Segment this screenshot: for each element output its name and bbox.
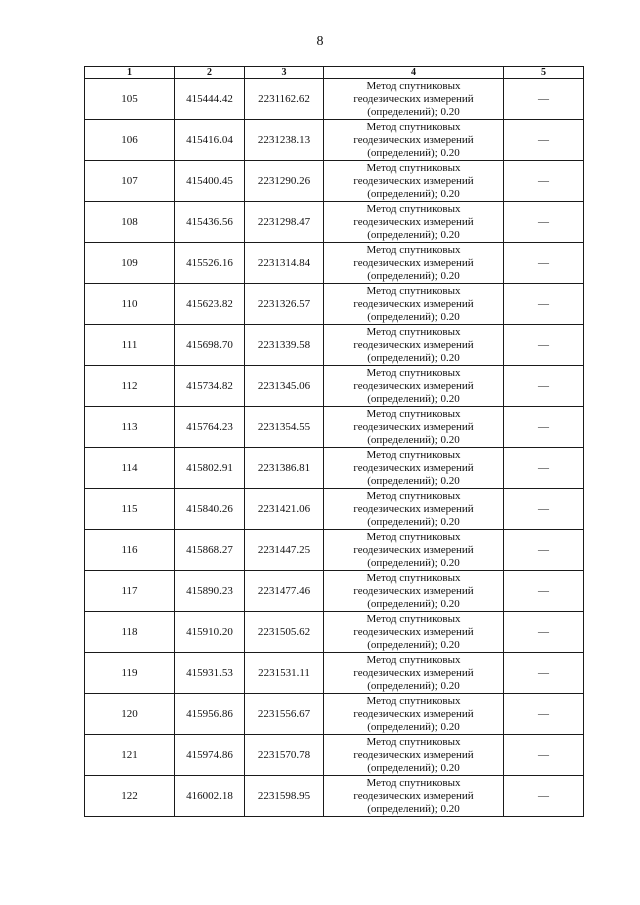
point-number-cell: 122 bbox=[85, 776, 175, 817]
coordinate-x-cell: 415764.23 bbox=[175, 407, 245, 448]
coordinate-x-cell: 415910.20 bbox=[175, 612, 245, 653]
point-number-cell: 121 bbox=[85, 735, 175, 776]
table-row bbox=[85, 571, 584, 612]
column-header-2: 2 bbox=[175, 67, 245, 79]
point-number-cell: 110 bbox=[85, 284, 175, 325]
coordinate-y-cell: 2231162.62 bbox=[245, 79, 324, 120]
method-text-line1: Метод спутниковых bbox=[366, 448, 461, 461]
coordinate-y-cell: 2231505.62 bbox=[245, 612, 324, 653]
coordinate-x-cell: 415868.27 bbox=[175, 530, 245, 571]
description-cell: — bbox=[504, 325, 584, 366]
table-row bbox=[85, 448, 584, 489]
method-cell bbox=[324, 653, 504, 694]
coordinate-x-cell: 415840.26 bbox=[175, 489, 245, 530]
method-text-line3: (определений); 0.20 bbox=[367, 105, 460, 118]
table-row bbox=[85, 243, 584, 284]
coordinate-y-cell: 2231345.06 bbox=[245, 366, 324, 407]
table-row bbox=[85, 407, 584, 448]
coordinate-y-cell: 2231314.84 bbox=[245, 243, 324, 284]
table-body bbox=[85, 79, 584, 817]
method-text-line3: (определений); 0.20 bbox=[367, 515, 460, 528]
point-number-cell: 119 bbox=[85, 653, 175, 694]
coordinate-y-cell: 2231298.47 bbox=[245, 202, 324, 243]
method-text-line2: геодезических измерений bbox=[353, 748, 474, 761]
coordinate-y-cell: 2231531.11 bbox=[245, 653, 324, 694]
method-text-line3: (определений); 0.20 bbox=[367, 638, 460, 651]
method-text-line3: (определений); 0.20 bbox=[367, 310, 460, 323]
column-header-4: 4 bbox=[324, 67, 504, 79]
table-row bbox=[85, 653, 584, 694]
point-number-cell: 117 bbox=[85, 571, 175, 612]
coordinate-y-cell: 2231386.81 bbox=[245, 448, 324, 489]
method-cell bbox=[324, 79, 504, 120]
method-text-line1: Метод спутниковых bbox=[366, 325, 461, 338]
method-text-line1: Метод спутниковых bbox=[366, 120, 461, 133]
method-text-line2: геодезических измерений bbox=[353, 215, 474, 228]
header-row bbox=[85, 67, 584, 79]
table-row bbox=[85, 161, 584, 202]
description-cell: — bbox=[504, 448, 584, 489]
method-text-line3: (определений); 0.20 bbox=[367, 761, 460, 774]
coordinate-x-cell: 415931.53 bbox=[175, 653, 245, 694]
method-text-line3: (определений); 0.20 bbox=[367, 433, 460, 446]
method-text-line1: Метод спутниковых bbox=[366, 407, 461, 420]
method-text-line2: геодезических измерений bbox=[353, 625, 474, 638]
coordinate-y-cell: 2231598.95 bbox=[245, 776, 324, 817]
method-text-line1: Метод спутниковых bbox=[366, 489, 461, 502]
table-row bbox=[85, 366, 584, 407]
method-cell bbox=[324, 243, 504, 284]
table-row bbox=[85, 325, 584, 366]
coordinate-y-cell: 2231421.06 bbox=[245, 489, 324, 530]
coordinate-y-cell: 2231354.55 bbox=[245, 407, 324, 448]
method-text-line3: (определений); 0.20 bbox=[367, 556, 460, 569]
method-cell bbox=[324, 120, 504, 161]
description-cell: — bbox=[504, 776, 584, 817]
point-number-cell: 106 bbox=[85, 120, 175, 161]
point-number-cell: 118 bbox=[85, 612, 175, 653]
method-cell bbox=[324, 612, 504, 653]
point-number-cell: 109 bbox=[85, 243, 175, 284]
coordinate-x-cell: 415444.42 bbox=[175, 79, 245, 120]
method-text-line2: геодезических измерений bbox=[353, 92, 474, 105]
method-text-line2: геодезических измерений bbox=[353, 379, 474, 392]
method-text-line3: (определений); 0.20 bbox=[367, 187, 460, 200]
coordinates-table bbox=[84, 66, 584, 817]
method-cell bbox=[324, 161, 504, 202]
coordinate-y-cell: 2231570.78 bbox=[245, 735, 324, 776]
column-header-1: 1 bbox=[85, 67, 175, 79]
method-cell bbox=[324, 530, 504, 571]
coordinate-x-cell: 415400.45 bbox=[175, 161, 245, 202]
point-number-cell: 107 bbox=[85, 161, 175, 202]
method-cell bbox=[324, 407, 504, 448]
method-text-line2: геодезических измерений bbox=[353, 420, 474, 433]
coordinate-x-cell: 415802.91 bbox=[175, 448, 245, 489]
coordinate-y-cell: 2231447.25 bbox=[245, 530, 324, 571]
method-cell bbox=[324, 489, 504, 530]
coordinate-y-cell: 2231326.57 bbox=[245, 284, 324, 325]
coordinate-y-cell: 2231477.46 bbox=[245, 571, 324, 612]
method-cell bbox=[324, 776, 504, 817]
coordinate-x-cell: 415890.23 bbox=[175, 571, 245, 612]
point-number-cell: 112 bbox=[85, 366, 175, 407]
method-text-line1: Метод спутниковых bbox=[366, 571, 461, 584]
point-number-cell: 111 bbox=[85, 325, 175, 366]
coordinate-y-cell: 2231339.58 bbox=[245, 325, 324, 366]
method-text-line2: геодезических измерений bbox=[353, 133, 474, 146]
point-number-cell: 115 bbox=[85, 489, 175, 530]
description-cell: — bbox=[504, 612, 584, 653]
description-cell: — bbox=[504, 79, 584, 120]
column-header-3: 3 bbox=[245, 67, 324, 79]
point-number-cell: 116 bbox=[85, 530, 175, 571]
table-row bbox=[85, 202, 584, 243]
method-text-line2: геодезических измерений bbox=[353, 584, 474, 597]
method-text-line3: (определений); 0.20 bbox=[367, 269, 460, 282]
description-cell: — bbox=[504, 161, 584, 202]
coordinate-x-cell: 415698.70 bbox=[175, 325, 245, 366]
table-row bbox=[85, 79, 584, 120]
method-text-line1: Метод спутниковых bbox=[366, 653, 461, 666]
point-number-cell: 105 bbox=[85, 79, 175, 120]
method-cell bbox=[324, 284, 504, 325]
method-text-line1: Метод спутниковых bbox=[366, 243, 461, 256]
method-text-line1: Метод спутниковых bbox=[366, 776, 461, 789]
method-text-line2: геодезических измерений bbox=[353, 666, 474, 679]
description-cell: — bbox=[504, 243, 584, 284]
method-cell bbox=[324, 694, 504, 735]
description-cell: — bbox=[504, 571, 584, 612]
point-number-cell: 114 bbox=[85, 448, 175, 489]
method-text-line2: геодезических измерений bbox=[353, 338, 474, 351]
coordinate-x-cell: 415416.04 bbox=[175, 120, 245, 161]
method-text-line3: (определений); 0.20 bbox=[367, 720, 460, 733]
method-text-line2: геодезических измерений bbox=[353, 256, 474, 269]
method-cell bbox=[324, 366, 504, 407]
method-text-line3: (определений); 0.20 bbox=[367, 146, 460, 159]
method-text-line3: (определений); 0.20 bbox=[367, 228, 460, 241]
table-row bbox=[85, 735, 584, 776]
description-cell: — bbox=[504, 489, 584, 530]
method-cell bbox=[324, 202, 504, 243]
method-text-line1: Метод спутниковых bbox=[366, 530, 461, 543]
method-cell bbox=[324, 735, 504, 776]
method-text-line2: геодезических измерений bbox=[353, 789, 474, 802]
method-text-line1: Метод спутниковых bbox=[366, 161, 461, 174]
point-number-cell: 113 bbox=[85, 407, 175, 448]
coordinate-x-cell: 415436.56 bbox=[175, 202, 245, 243]
method-text-line1: Метод спутниковых bbox=[366, 79, 461, 92]
method-text-line3: (определений); 0.20 bbox=[367, 679, 460, 692]
method-text-line1: Метод спутниковых bbox=[366, 735, 461, 748]
method-text-line1: Метод спутниковых bbox=[366, 284, 461, 297]
method-text-line2: геодезических измерений bbox=[353, 707, 474, 720]
method-text-line3: (определений); 0.20 bbox=[367, 474, 460, 487]
coordinate-x-cell: 415623.82 bbox=[175, 284, 245, 325]
table-row bbox=[85, 489, 584, 530]
method-text-line1: Метод спутниковых bbox=[366, 202, 461, 215]
point-number-cell: 120 bbox=[85, 694, 175, 735]
method-text-line1: Метод спутниковых bbox=[366, 366, 461, 379]
table-row bbox=[85, 612, 584, 653]
description-cell: — bbox=[504, 120, 584, 161]
description-cell: — bbox=[504, 407, 584, 448]
description-cell: — bbox=[504, 653, 584, 694]
coordinate-x-cell: 415974.86 bbox=[175, 735, 245, 776]
coordinate-x-cell: 415956.86 bbox=[175, 694, 245, 735]
coordinate-x-cell: 415526.16 bbox=[175, 243, 245, 284]
method-cell bbox=[324, 325, 504, 366]
page-number: 8 bbox=[316, 34, 324, 49]
coordinate-y-cell: 2231238.13 bbox=[245, 120, 324, 161]
table-row bbox=[85, 530, 584, 571]
coordinate-y-cell: 2231290.26 bbox=[245, 161, 324, 202]
column-header-5: 5 bbox=[504, 67, 584, 79]
description-cell: — bbox=[504, 202, 584, 243]
description-cell: — bbox=[504, 530, 584, 571]
description-cell: — bbox=[504, 366, 584, 407]
method-text-line2: геодезических измерений bbox=[353, 502, 474, 515]
table-row bbox=[85, 284, 584, 325]
coordinate-x-cell: 415734.82 bbox=[175, 366, 245, 407]
description-cell: — bbox=[504, 284, 584, 325]
description-cell: — bbox=[504, 694, 584, 735]
point-number-cell: 108 bbox=[85, 202, 175, 243]
method-text-line1: Метод спутниковых bbox=[366, 612, 461, 625]
method-text-line3: (определений); 0.20 bbox=[367, 392, 460, 405]
table-row bbox=[85, 776, 584, 817]
method-text-line2: геодезических измерений bbox=[353, 297, 474, 310]
table-row bbox=[85, 694, 584, 735]
coordinate-y-cell: 2231556.67 bbox=[245, 694, 324, 735]
method-text-line1: Метод спутниковых bbox=[366, 694, 461, 707]
method-text-line3: (определений); 0.20 bbox=[367, 351, 460, 364]
method-text-line2: геодезических измерений bbox=[353, 174, 474, 187]
method-cell bbox=[324, 448, 504, 489]
method-text-line3: (определений); 0.20 bbox=[367, 597, 460, 610]
method-text-line3: (определений); 0.20 bbox=[367, 802, 460, 815]
table-row bbox=[85, 120, 584, 161]
method-text-line2: геодезических измерений bbox=[353, 461, 474, 474]
coordinate-x-cell: 416002.18 bbox=[175, 776, 245, 817]
description-cell: — bbox=[504, 735, 584, 776]
method-cell bbox=[324, 571, 504, 612]
method-text-line2: геодезических измерений bbox=[353, 543, 474, 556]
